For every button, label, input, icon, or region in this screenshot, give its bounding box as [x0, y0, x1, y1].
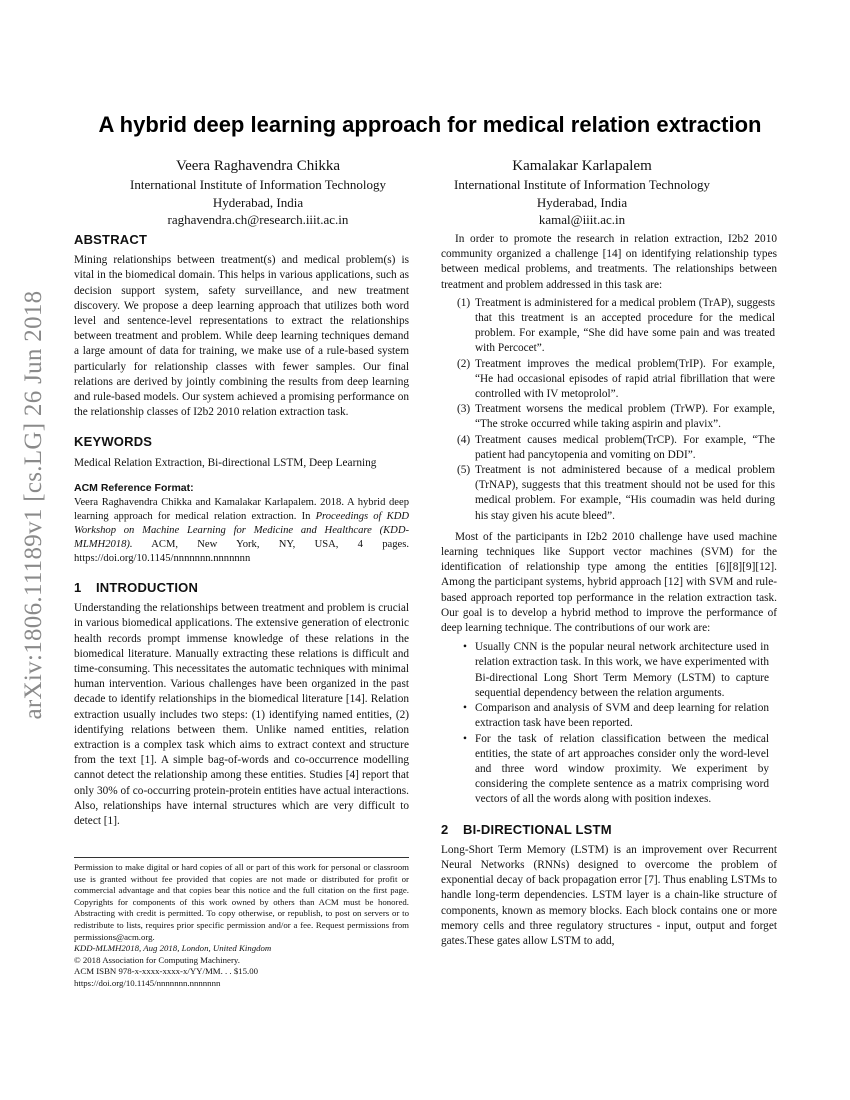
arxiv-side-stamp: arXiv:1806.11189v1 [cs.LG] 26 Jun 2018 [20, 290, 47, 720]
author-name: Kamalakar Karlapalem [512, 158, 652, 174]
author-location: Hyderabad, India [536, 194, 628, 210]
author-email: raghavendra.ch@research.iiit.ac.in [167, 212, 349, 227]
bullet-icon: • [463, 732, 467, 745]
introduction-text: Understanding the relationships between treatment and problem is crucial in various biomedical applications. The extensive generation of electronic health records prompt immense knowledge of these relations in the biomedical literature. Manually extracting these relations is difficult and time-consuming. This necessitates the automatic techniques with minimal human intervention. Various challenges have been organized in the past decade to identify relationships in the biomedical literature [14]. Relation extraction usually includes two steps: (1) identifying named entities, (2) identifying relations between them. Unlike named entities, relation extraction is a complex task which aims to extract context and structure from the text [1]. A simple bag-of-words and co-occurrence modelling cannot detect the relationship among these entities. Studies [4] report that only 30% of co-occurring protein-protein entities have actual interactions. Also, relationships have internal structures which are very difficult to detect [1]. [74, 602, 409, 828]
footnote-doi: https://doi.org/10.1145/nnnnnnn.nnnnnnn [74, 977, 221, 988]
author-affiliation: International Institute of Information Technology [454, 177, 710, 192]
author-block-2 [412, 156, 752, 229]
list-item: • For the task of relation classification between the medical entities, the state of art approaches consider only the word-level and three word window proximity. We experiment by considering the complete sentence as a matrix comprising word vectors of all the words along with position indexes. [463, 732, 769, 806]
section2-heading: 2 BI-DIRECTIONAL LSTM [441, 821, 612, 837]
abstract-heading: ABSTRACT [74, 232, 148, 247]
keywords-text: Medical Relation Extraction, Bi-directional LSTM, Deep Learning [74, 456, 377, 469]
participants-paragraph: Most of the participants in I2b2 2010 challenge have used machine learning techniques like Support vector machines (SVM) for the identification of relationship type among the entities [6][8][9][12]. Among the participant systems, hybrid approach [12] with SVM and rule-based approach reported top performance in the relation extraction task. Our goal is to develop a hybrid method to improve the performance of deep learning technique. The contributions of our work are: [441, 530, 777, 635]
contributions-list [441, 640, 777, 807]
relation-types-list [441, 296, 777, 524]
list-item: (5) Treatment is not administered because of a medical problem (TrNAP), suggests that this treatment should not be used for this medical problem. For example, “His coumadin was held during his stay given his acute bleed”. [457, 464, 775, 522]
right-column [441, 232, 777, 949]
list-item: • Usually CNN is the popular neural network architecture used in relation extraction task. In this work, we have experimented with Bi-directional Long Short Term Memory (LSTM) to capture sequential dependency between the relation arguments. [463, 641, 769, 699]
paper-title: A hybrid deep learning approach for medical relation extraction [98, 112, 762, 137]
author-location: Hyderabad, India [212, 194, 304, 210]
list-item: • Comparison and analysis of SVM and deep learning for relation extraction task have been reported. [463, 702, 769, 730]
copyright-footnote [74, 857, 409, 990]
footnote-isbn: ACM ISBN 978-x-xxxx-xxxx-x/YY/MM. . . $15.00 [74, 966, 259, 977]
section2-text: Long-Short Term Memory (LSTM) is an improvement over Recurrent Neural Networks (RNNs) designed to overcome the problem of exponential decay of back propagation error [7]. Thus enabling LSTMs to handle long-term dependencies. LSTM layer is a chain-like structure of components, known as memory blocks. Each block contains one or more memory cells and three regulatory structures - input, output and forget gates.These gates allow LSTM to add, [441, 843, 777, 947]
abstract-text: Mining relationships between treatment(s) and medical problem(s) is vital in the biomedical domain. This helps in various applications, such as decision support system, safety surveillance, and new treatment discovery. We propose a deep learning approach that utilizes both word level and sentence-level representations to extract the relationships between treatment and problem. While deep learning techniques demand a large amount of data for training, we make use of a rule-based system particularly for relationship classes with fewer samples. Our final relations are derived by jointly combining the results from deep learning and rule-based models. Our system achieved a promising performance on the relationship classes of I2b2 2010 relation extraction task. [74, 254, 409, 419]
acm-reference-heading: ACM Reference Format: [74, 481, 194, 494]
permission-notice: Permission to make digital or hard copies of all or part of this work for personal or classroom use is granted without fee provided that copies are not made or distributed for profit or commercial advantage and that copies bear this notice and the full citation on the first page. Copyrights for components of this work owned by others than ACM must be honored. Abstracting with credit is permitted. To copy otherwise, or republish, to post on servers or to redistribute to lists, requires prior specific permission and/or a fee. Request permissions from permissions@acm.org. [74, 862, 409, 942]
bullet-icon: • [463, 641, 467, 654]
author-block-1 [88, 156, 428, 229]
introduction-heading: 1 INTRODUCTION [74, 580, 199, 596]
author-affiliation: International Institute of Information Technology [130, 177, 386, 192]
list-item: (3) Treatment worsens the medical problem (TrWP). For example, “The stroke occurred while taking aspirin and plavix”. [457, 403, 775, 431]
keywords-heading: KEYWORDS [74, 434, 153, 450]
footnote-venue: KDD-MLMH2018, Aug 2018, London, United Kingdom [74, 943, 272, 954]
left-column [74, 232, 409, 829]
author-email: kamal@iiit.ac.in [538, 212, 626, 227]
acm-reference-text: Veera Raghavendra Chikka and Kamalakar Karlapalem. 2018. A hybrid deep learning approach for medical relation extraction. In Proceedings of KDD Workshop on Machine Learning for Medicine and Healthcare (KDD-MLMH2018). ACM, New York, NY, USA, 4 pages. https://doi.org/10.1145/nnnnnnn.nnnnnnn [74, 497, 410, 565]
right-intro-paragraph: In order to promote the research in relation extraction, I2b2 2010 community organized a challenge [14] on identifying relationship types between medical problems, and treatments. The relationships between treatment and problem addressed in this task are: [441, 233, 777, 291]
list-item: (2) Treatment improves the medical problem(TrIP). For example, “He had occasional episodes of rapid atrial fibrillation that were controlled with IV metoprolol”. [457, 357, 775, 401]
footnote-copyright: © 2018 Association for Computing Machinery. [74, 954, 240, 965]
author-name: Veera Raghavendra Chikka [175, 158, 341, 174]
list-item: (1) Treatment is administered for a medical problem (TrAP), suggests that this treatment is an accepted procedure for the medical problem. For example, “She did have some pain and was treated with Percocet”. [457, 296, 775, 355]
list-item: (4) Treatment causes medical problem(TrCP). For example, “The patient had pancytopenia and vomiting on DDI”. [457, 433, 775, 461]
acm-reference-venue: Proceedings of KDD Workshop on Machine Learning for Medicine and Healthcare (KDD-MLMH2018). [74, 511, 410, 551]
bullet-icon: • [463, 702, 467, 715]
